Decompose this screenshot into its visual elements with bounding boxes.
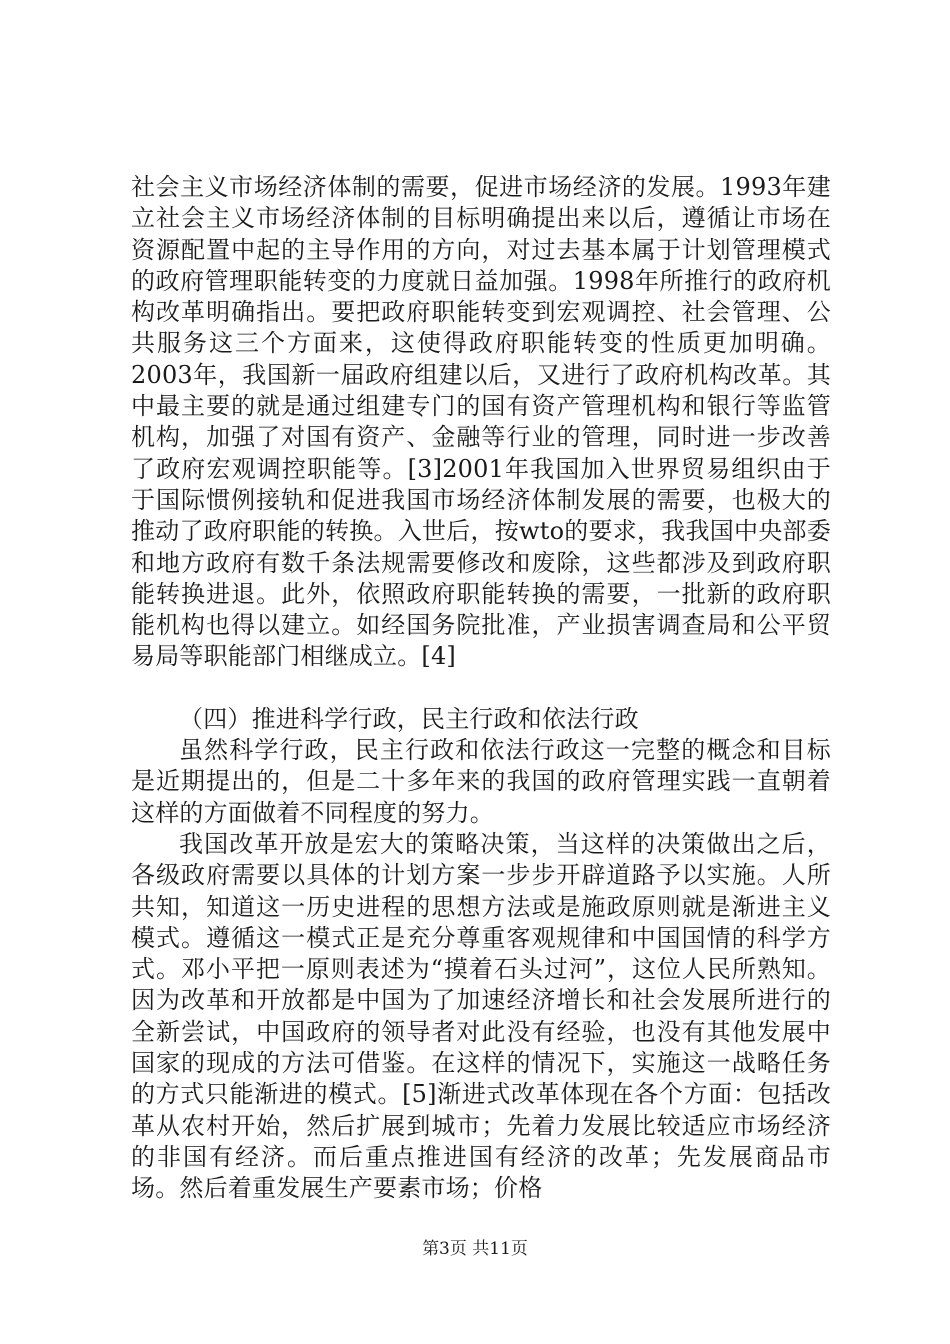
body-paragraph-3: 我国改革开放是宏大的策略决策，当这样的决策做出之后，各级政府需要以具体的计划方案一步步开辟道路予以实施。人所共知，知道这一历史进程的思想方法或是施政原则就是渐进主义模式。遵循这一模式正是充分尊重客观规律和中国国情的科学方式。邓小平把一原则表述为“摸着石头过河”，这位人民所熟知。因为改革和开放都是中国为了加速经济增长和社会发展所进行的全新尝试，中国政府的领导者对此没有经验，也没有其他发展中国家的现成的方法可借鉴。在这样的情况下，实施这一战略任务的方式只能渐进的模式。[5]渐进式改革体现在各个方面：包括改革从农村开始，然后扩展到城市；先着力发展比较适应市场经济的非国有经济。而后重点推进国有经济的改革；先发展商品市场。然后着重发展生产要素市场；价格	[131, 829, 831, 1203]
document-body	[131, 172, 831, 1205]
body-paragraph-2: 虽然科学行政，民主行政和依法行政这一完整的概念和目标是近期提出的，但是二十多年来的我国的政府管理实践一直朝着这样的方面做着不同程度的努力。	[131, 736, 831, 827]
body-paragraph-1: 社会主义市场经济体制的需要，促进市场经济的发展。1993年建立社会主义市场经济体制的目标明确提出来以后，遵循让市场在资源配置中起的主导作用的方向，对过去基本属于计划管理模式的政府管理职能转变的力度就日益加强。1998年所推行的政府机构改革明确指出。要把政府职能转变到宏观调控、社会管理、公共服务这三个方面来，这使得政府职能转变的性质更加明确。2003年，我国新一届政府组建以后，又进行了政府机构改革。其中最主要的就是通过组建专门的国有资产管理机构和银行等监管机构，加强了对国有资产、金融等行业的管理，同时进一步改善了政府宏观调控职能等。[3]2001年我国加入世界贸易组织由于于国际惯例接轨和促进我国市场经济体制发展的需要，也极大的推动了政府职能的转换。入世后，按wto的要求，我我国中央部委和地方政府有数千条法规需要修改和废除，这些都涉及到政府职能转换进退。此外，依照政府职能转换的需要，一批新的政府职能机构也得以建立。如经国务院批准，产业损害调查局和公平贸易局等职能部门相继成立。[4]	[131, 173, 831, 671]
section-heading: （四）推进科学行政，民主行政和依法行政	[179, 704, 639, 733]
paragraph-gap	[131, 673, 831, 704]
page-number-footer: 第3页 共11页	[422, 1239, 528, 1259]
